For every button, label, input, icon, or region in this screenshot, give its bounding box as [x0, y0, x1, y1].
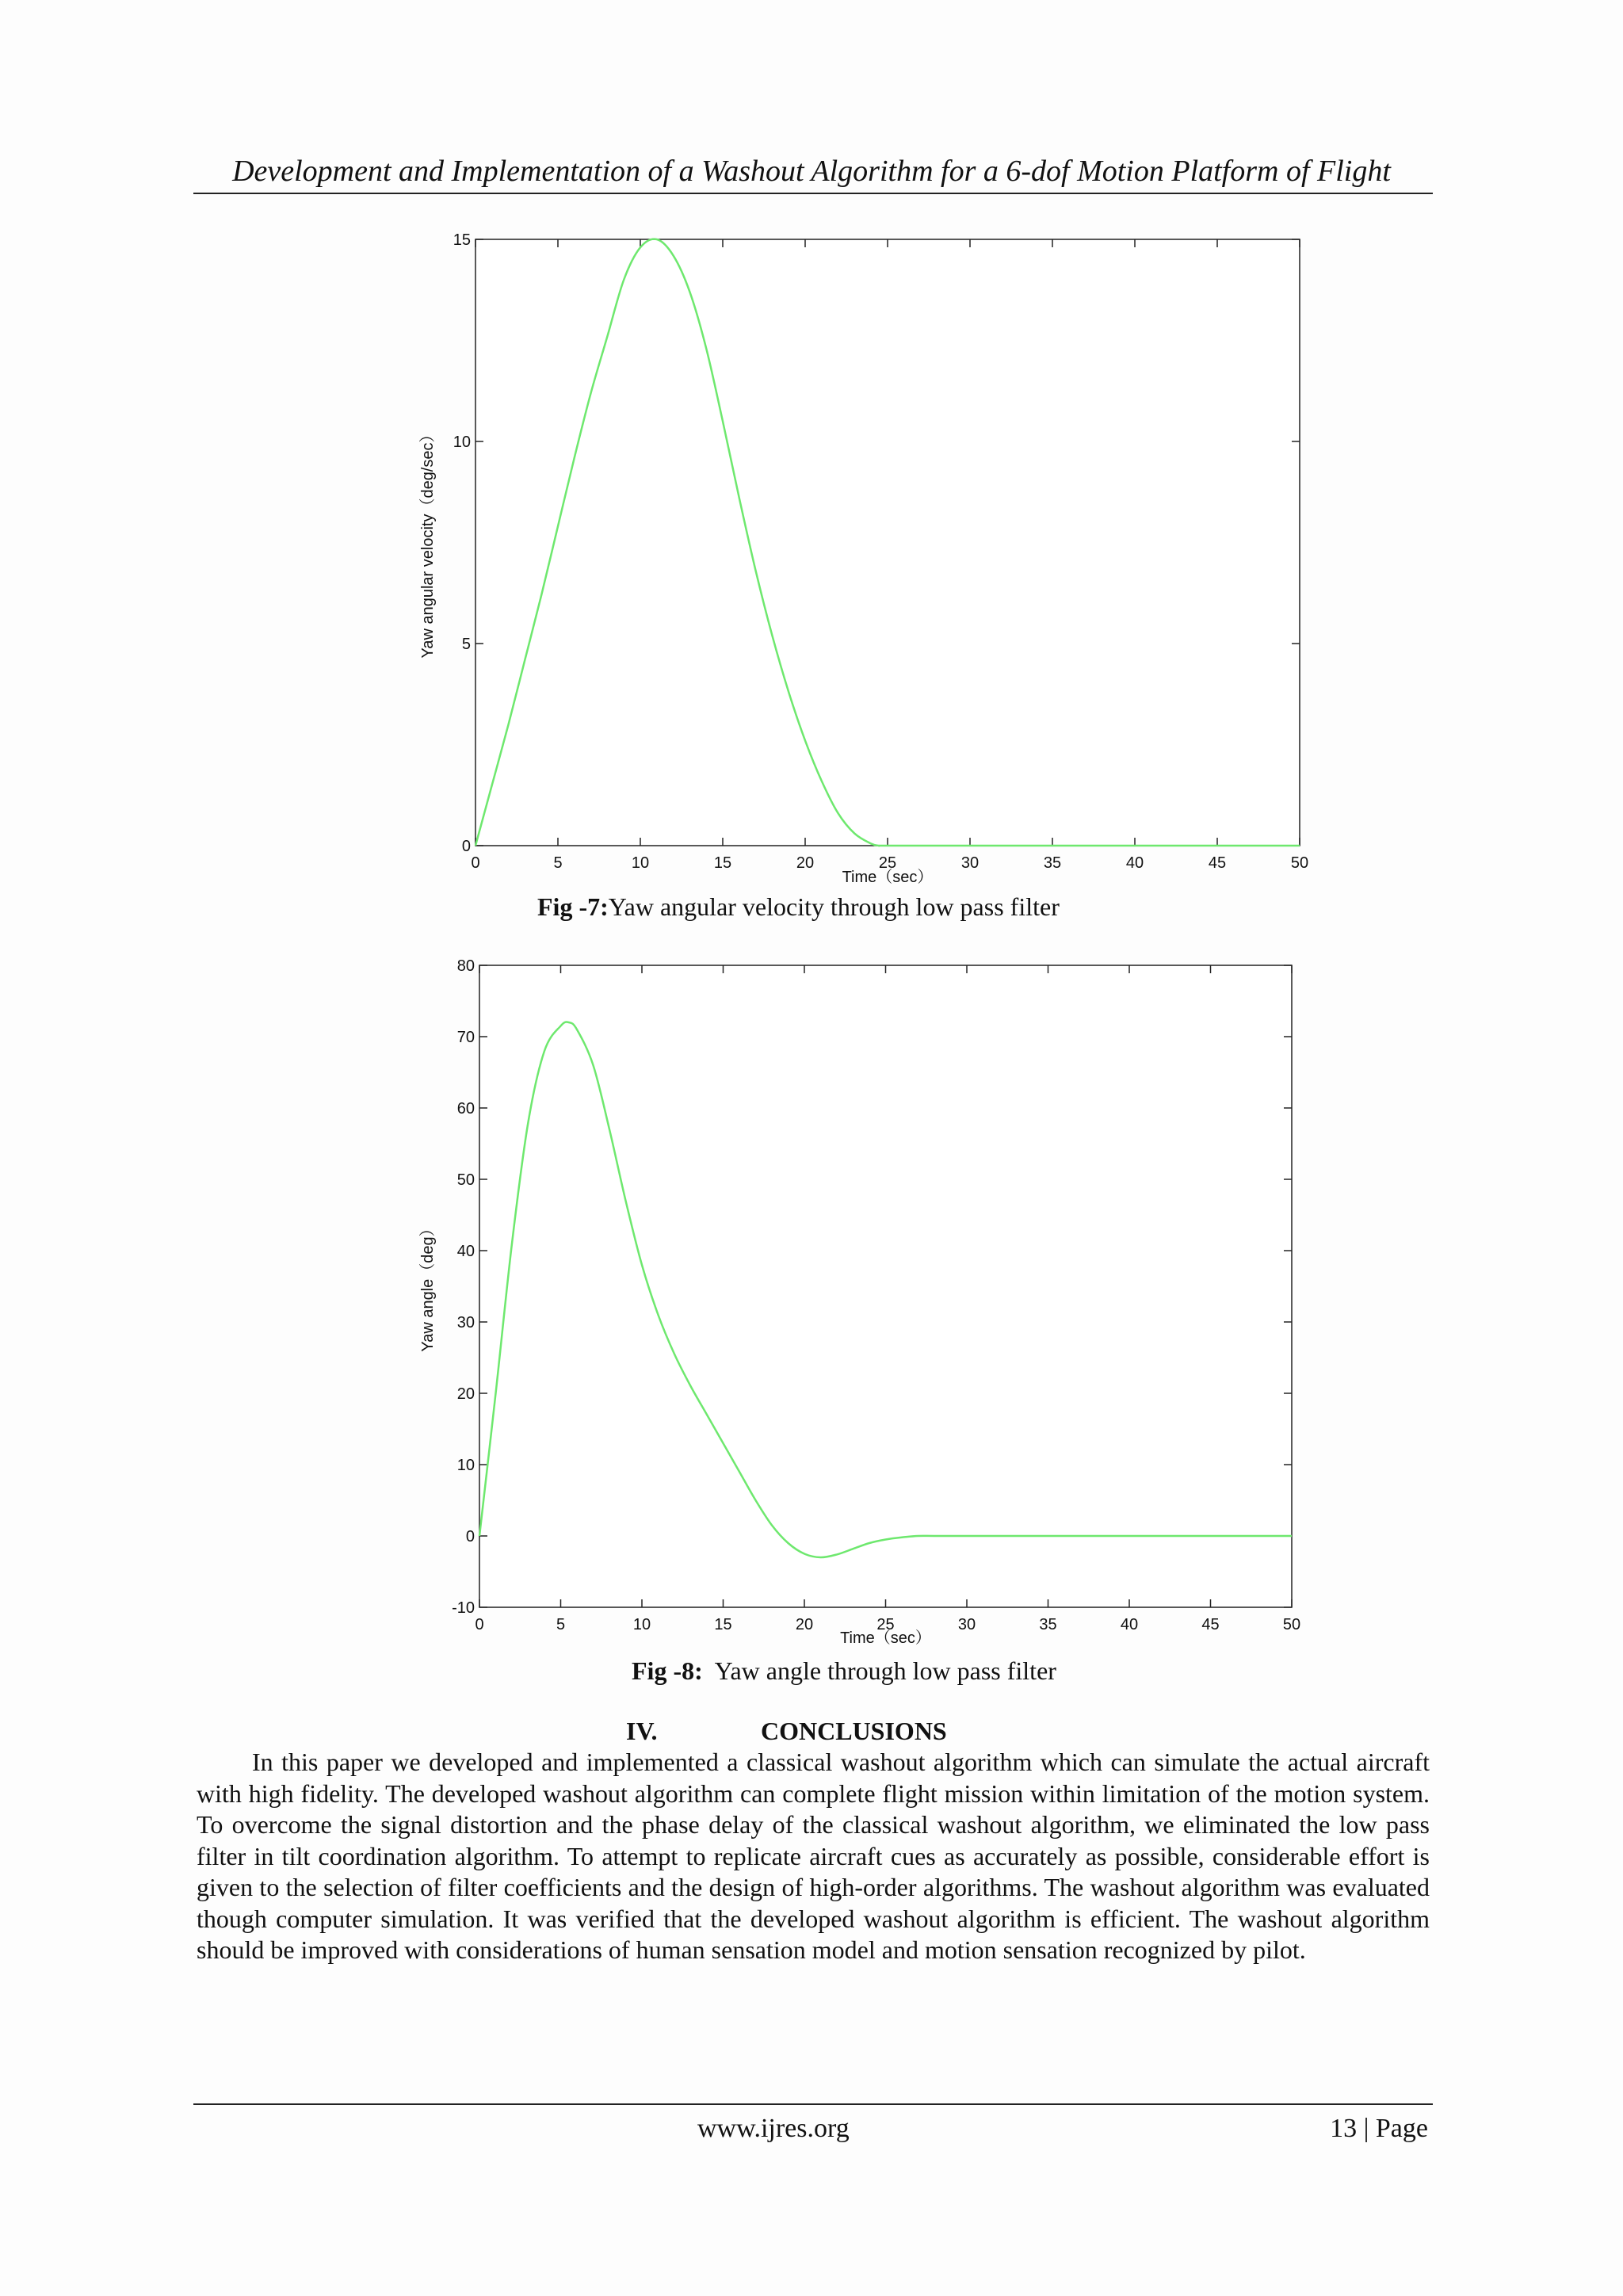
x-tick-label: 50 [1282, 1616, 1301, 1633]
conclusions-paragraph [197, 1747, 1430, 1966]
y-tick-label: 5 [461, 636, 471, 653]
x-tick-label: 20 [796, 854, 815, 872]
y-tick-label: 0 [461, 838, 471, 855]
figure-7-caption [537, 891, 1060, 923]
footer-page-number: 13 | Page [1330, 2114, 1428, 2143]
running-header: Development and Implementation of a Washout Algorithm for a 6-dof Motion Platform of Flight [232, 155, 1391, 188]
y-tick-label: 60 [456, 1100, 475, 1117]
y-tick-label: 40 [456, 1243, 475, 1260]
y-tick-label: 15 [453, 231, 471, 249]
x-tick-label: 30 [957, 1616, 976, 1633]
x-tick-label: 5 [553, 854, 563, 872]
x-tick-label: 20 [795, 1616, 814, 1633]
x-tick-label: 50 [1290, 854, 1309, 872]
x-tick-label: 15 [713, 854, 732, 872]
y-tick-label: 0 [465, 1528, 475, 1545]
footer-site: www.ijres.org [697, 2114, 850, 2143]
footer-rule [193, 2103, 1433, 2105]
y-tick-label: 10 [453, 434, 471, 451]
x-tick-label: 45 [1208, 854, 1227, 872]
figure-8-caption-text: Yaw angle through low pass filter [702, 1656, 1056, 1685]
y-tick-label: 80 [456, 957, 475, 975]
chart-yaw-angular-velocity [412, 222, 1323, 896]
y-tick-label: 20 [456, 1385, 475, 1403]
y-tick-label: -10 [452, 1599, 475, 1617]
section-number: IV. [626, 1717, 658, 1745]
x-tick-label: 25 [876, 1616, 895, 1633]
conclusions-text: In this paper we developed and implemented a classical washout algorithm which can simulate the actual aircraft with high fidelity. The developed washout algorithm can complete flight mission within limitation of the motion system. To overcome the signal distortion and the phase delay of the classical washout algorithm, we eliminated the low pass filter in tilt coordination algorithm. To attempt to replicate aircraft cues as accurately as possible, considerable effort is given to the selection of filter coefficients and the design of high-order algorithms. The washout algorithm was evaluated though computer simulation. It was verified that the developed washout algorithm is efficient. The washout algorithm should be improved with considerations of human sensation model and motion sensation recognized by pilot. [197, 1748, 1430, 1964]
figure-8-label: Fig -8: [632, 1656, 703, 1685]
y-axis-label: Yaw angle（deg） [419, 1221, 437, 1352]
x-tick-label: 40 [1120, 1616, 1139, 1633]
header-rule [193, 193, 1433, 194]
x-tick-label: 25 [878, 854, 897, 872]
x-axis-label: Time（sec） [842, 869, 934, 886]
chart-yaw-angle [412, 947, 1323, 1660]
figure-8-caption [632, 1655, 1056, 1687]
x-tick-label: 30 [960, 854, 980, 872]
figure-7-caption-text: Yaw angular velocity through low pass filter [608, 892, 1060, 921]
x-tick-label: 10 [632, 1616, 651, 1633]
figure-7 [412, 222, 1323, 896]
x-tick-label: 35 [1043, 854, 1062, 872]
y-axis-label: Yaw angular velocity（deg/sec） [419, 426, 437, 659]
figure-7-label: Fig -7: [537, 892, 609, 921]
y-tick-label: 10 [456, 1457, 475, 1474]
figure-8 [412, 947, 1323, 1660]
x-tick-label: 15 [714, 1616, 732, 1633]
y-tick-label: 70 [456, 1029, 475, 1046]
y-tick-label: 50 [456, 1171, 475, 1189]
x-tick-label: 35 [1039, 1616, 1057, 1633]
x-tick-label: 5 [556, 1616, 566, 1633]
x-tick-label: 45 [1201, 1616, 1220, 1633]
section-title: CONCLUSIONS [761, 1717, 947, 1745]
plot-area [475, 239, 1300, 846]
x-tick-label: 0 [475, 1616, 484, 1633]
y-tick-label: 30 [456, 1314, 475, 1331]
x-tick-label: 10 [631, 854, 650, 872]
x-axis-label: Time（sec） [840, 1629, 931, 1647]
x-tick-label: 40 [1125, 854, 1144, 872]
x-tick-label: 0 [471, 854, 480, 872]
plot-area [479, 965, 1292, 1607]
